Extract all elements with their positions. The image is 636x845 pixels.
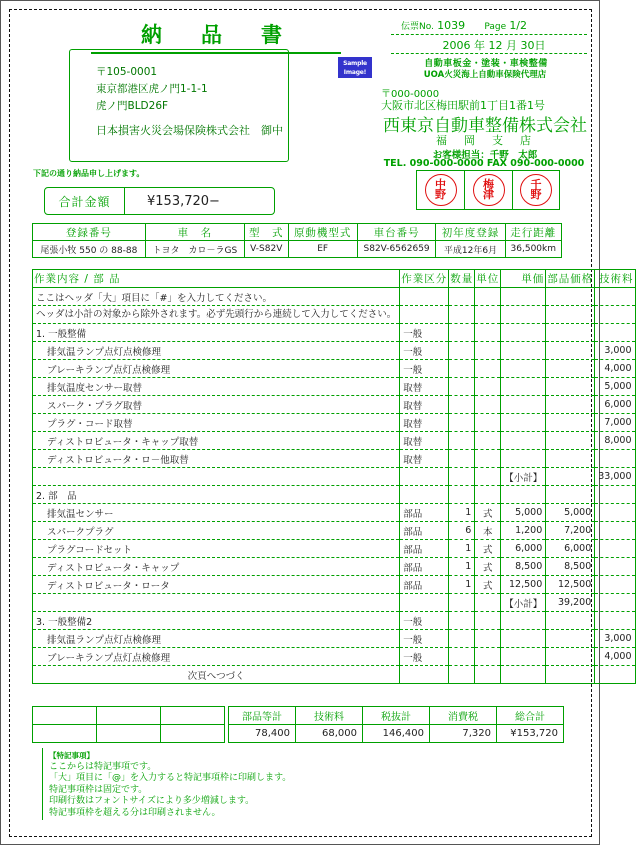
table-row (33, 450, 636, 468)
items-cell-desc: 次頁へつづく (33, 666, 400, 684)
items-cell-unit (475, 360, 501, 378)
vehicle-value-2: V-S82V (244, 241, 288, 258)
table-row (33, 540, 636, 558)
items-cell-kbn (400, 486, 449, 504)
items-cell-parts (546, 630, 595, 648)
items-cell-price: 1,200 (501, 522, 546, 540)
items-cell-unit (475, 342, 501, 360)
items-cell-price (501, 666, 546, 684)
remarks-heading: 【特記事項】 (49, 751, 94, 760)
summary-blank-values (33, 725, 225, 743)
remarks-box (42, 748, 562, 820)
items-cell-parts: 5,000 (546, 504, 595, 522)
items-header-0: 作業内容 / 部 品 (33, 270, 400, 288)
items-cell-unit (475, 450, 501, 468)
items-cell-price (501, 648, 546, 666)
vehicle-header-0: 登録番号 (33, 224, 146, 241)
items-cell-tech (595, 324, 635, 342)
vehicle-header-1: 車 名 (145, 224, 244, 241)
items-cell-tech (595, 522, 635, 540)
vehicle-value-row (33, 241, 562, 258)
table-row (33, 306, 636, 324)
seal-char-bottom: 津 (483, 188, 494, 201)
slip-number-value: 1039 (437, 19, 466, 32)
items-cell-kbn (400, 288, 449, 306)
items-cell-price (501, 612, 546, 630)
blank-cell (97, 725, 161, 743)
items-cell-price (501, 342, 546, 360)
summary-header-4: 総合計 (497, 707, 564, 725)
items-cell-price: 12,500 (501, 576, 546, 594)
items-cell-unit (475, 432, 501, 450)
items-cell-qty (449, 468, 475, 486)
items-cell-parts (546, 432, 595, 450)
items-cell-tech (595, 666, 635, 684)
items-cell-tech (595, 576, 635, 594)
items-cell-desc: ヘッダは小計の対象から除外されます。必ず先頭行から連続して入力してください。 (33, 306, 400, 324)
remarks-line-4: 印刷行数はフォントサイズにより多少増減します。 (49, 796, 255, 806)
items-cell-unit (475, 648, 501, 666)
items-cell-kbn: 一般 (400, 324, 449, 342)
total-amount-label: 合計金額 (45, 188, 125, 214)
slip-number-label: 伝票No. (401, 22, 434, 32)
table-row (33, 468, 636, 486)
items-cell-desc: 1. 一般整備 (33, 324, 400, 342)
items-cell-qty (449, 612, 475, 630)
items-cell-qty: 1 (449, 558, 475, 576)
items-cell-qty: 1 (449, 576, 475, 594)
page-label: Page (484, 22, 507, 32)
summary-blank-table (32, 706, 225, 743)
items-cell-kbn: 取替 (400, 414, 449, 432)
page-value: 1/2 (509, 19, 528, 32)
vehicle-header-row (33, 224, 562, 241)
items-cell-unit: 式 (475, 540, 501, 558)
items-cell-desc: プラグ・コード取替 (33, 414, 400, 432)
items-cell-tech (595, 540, 635, 558)
seal-char-top: 千 (530, 178, 542, 191)
seal-char-bottom: 野 (435, 188, 446, 201)
seal-char-top: 中 (435, 178, 446, 191)
items-cell-desc: ディストロビュータ・キャップ取替 (33, 432, 400, 450)
items-cell-parts (546, 288, 595, 306)
company-contact-person: お客様担当：千野 太郎 (432, 150, 538, 161)
items-cell-desc: ブレーキランプ点灯点検修理 (33, 648, 400, 666)
items-cell-tech: 5,000 (595, 378, 635, 396)
items-cell-kbn (400, 594, 449, 612)
items-cell-qty: 6 (449, 522, 475, 540)
items-cell-parts (546, 378, 595, 396)
addressee-address2: 虎ノ門BLD26F (96, 100, 169, 112)
seal-stamp-icon (520, 174, 552, 206)
spacer (96, 115, 288, 122)
items-header-row (33, 270, 636, 288)
table-row (33, 486, 636, 504)
items-cell-desc: スパークプラグ (33, 522, 400, 540)
table-row (33, 576, 636, 594)
items-cell-qty: 1 (449, 504, 475, 522)
items-cell-parts: 7,200 (546, 522, 595, 540)
addressee-address1: 東京都港区虎ノ門1-1-1 (96, 83, 208, 95)
items-cell-desc: 排気温センサー (33, 504, 400, 522)
items-cell-unit (475, 468, 501, 486)
items-cell-qty (449, 342, 475, 360)
items-cell-kbn: 部品 (400, 504, 449, 522)
items-cell-unit (475, 414, 501, 432)
items-cell-parts: 12,500 (546, 576, 595, 594)
items-cell-qty (449, 594, 475, 612)
items-cell-price (501, 414, 546, 432)
remarks-line-2: 「大」項目に「@」を入力すると特記事項枠に印刷します。 (49, 773, 292, 783)
items-header-4: 単価 (501, 270, 546, 288)
company-zip: 〒000-0000 (381, 89, 440, 100)
items-cell-kbn: 部品 (400, 522, 449, 540)
items-cell-unit (475, 378, 501, 396)
items-cell-unit: 本 (475, 522, 501, 540)
table-row (33, 504, 636, 522)
items-cell-kbn: 一般 (400, 342, 449, 360)
items-cell-tech: 3,000 (595, 342, 635, 360)
items-cell-unit (475, 486, 501, 504)
items-cell-desc: ディストロビュータ・ロータ (33, 576, 400, 594)
items-cell-kbn: 取替 (400, 432, 449, 450)
seal-stamp-group (416, 170, 560, 210)
items-cell-desc: 3. 一般整備2 (33, 612, 400, 630)
blank-cell (97, 707, 161, 725)
items-cell-qty (449, 378, 475, 396)
items-cell-tech (595, 486, 635, 504)
seal-stamp-cell-1 (416, 170, 464, 210)
items-cell-qty (449, 630, 475, 648)
items-cell-tech: 33,000 (595, 468, 635, 486)
items-cell-desc: ディストロビュータ・ロ－他取替 (33, 450, 400, 468)
items-cell-desc: 排気温ランプ点灯点検修理 (33, 630, 400, 648)
items-cell-tech: 8,000 (595, 432, 635, 450)
blank-cell (161, 707, 225, 725)
items-cell-qty (449, 414, 475, 432)
company-branch: 福 岡 支 店 (436, 134, 534, 147)
summary-value-1: 68,000 (296, 725, 363, 743)
company-address: 大阪市北区梅田駅前1丁目1番1号 (381, 99, 545, 112)
total-amount-value: ¥153,720− (147, 193, 220, 209)
items-cell-desc: ここはヘッダ「大」項目に「#」を入力してください。 (33, 288, 400, 306)
items-cell-kbn: 部品 (400, 558, 449, 576)
items-cell-parts (546, 396, 595, 414)
sample-badge-line2: Image! (343, 69, 367, 76)
items-cell-price (501, 396, 546, 414)
items-cell-price (501, 324, 546, 342)
items-cell-kbn: 部品 (400, 576, 449, 594)
items-cell-qty (449, 360, 475, 378)
table-row (33, 396, 636, 414)
seal-char-top: 梅 (483, 178, 494, 191)
items-cell-unit: 式 (475, 576, 501, 594)
sample-image-badge (338, 57, 372, 78)
vehicle-value-5: 平成12年6月 (436, 241, 505, 258)
items-cell-tech (595, 594, 635, 612)
items-cell-unit: 式 (475, 504, 501, 522)
items-cell-desc: ブレーキランプ点灯点検修理 (33, 360, 400, 378)
items-cell-kbn: 取替 (400, 396, 449, 414)
summary-value-3: 7,320 (430, 725, 497, 743)
items-cell-price: 【小計】 (501, 468, 546, 486)
items-cell-qty (449, 288, 475, 306)
company-telephone: TEL. 090-000-0000 FAX 090-000-0000 (383, 158, 585, 169)
document-date: 2006 年 12 月 30日 (442, 39, 546, 52)
items-cell-kbn: 一般 (400, 648, 449, 666)
remarks-line-3: 特記事項枠は固定です。 (49, 784, 148, 795)
items-cell-tech (595, 612, 635, 630)
addressee-name: 日本損害火災会場保険株式会社 御中 (96, 124, 283, 137)
table-row (33, 324, 636, 342)
items-cell-price (501, 450, 546, 468)
divider-dashed-top (391, 34, 587, 35)
summary-value-4: ¥153,720 (497, 725, 564, 743)
table-row (33, 522, 636, 540)
items-cell-tech: 6,000 (595, 396, 635, 414)
divider-dashed-bottom (391, 53, 587, 54)
table-row (33, 288, 636, 306)
items-cell-kbn: 取替 (400, 450, 449, 468)
items-cell-price (501, 360, 546, 378)
table-row (33, 648, 636, 666)
items-cell-price (501, 630, 546, 648)
summary-blank-header (33, 707, 225, 725)
items-cell-price (501, 486, 546, 504)
company-business-line2: UOA火災海上自動車保険代理店 (423, 70, 547, 80)
items-cell-parts (546, 360, 595, 378)
items-cell-desc: 排気温ランプ点灯点検修理 (33, 342, 400, 360)
items-cell-parts (546, 324, 595, 342)
items-cell-unit (475, 612, 501, 630)
total-amount-box (44, 187, 275, 215)
vehicle-header-6: 走行距離 (505, 224, 561, 241)
items-cell-kbn: 一般 (400, 612, 449, 630)
items-header-2: 数量 (449, 270, 475, 288)
table-row (33, 666, 636, 684)
table-row (33, 594, 636, 612)
items-cell-parts: 8,500 (546, 558, 595, 576)
table-row (33, 432, 636, 450)
items-body (33, 288, 636, 684)
addressee-box (69, 49, 289, 162)
table-row (33, 360, 636, 378)
items-cell-desc: 排気温度センサー取替 (33, 378, 400, 396)
items-cell-unit (475, 396, 501, 414)
summary-header-0: 部品等計 (229, 707, 296, 725)
items-cell-desc (33, 468, 400, 486)
items-cell-parts (546, 666, 595, 684)
vehicle-header-2: 型 式 (244, 224, 288, 241)
table-row (33, 342, 636, 360)
items-cell-desc: 2. 部 品 (33, 486, 400, 504)
items-cell-qty (449, 432, 475, 450)
table-row (33, 414, 636, 432)
vehicle-info-table (32, 223, 562, 258)
items-cell-desc: ディストロビュータ・キャップ (33, 558, 400, 576)
items-cell-kbn (400, 666, 449, 684)
vehicle-header-3: 原動機型式 (288, 224, 357, 241)
seal-stamp-cell-2 (464, 170, 512, 210)
slip-number-line (401, 19, 591, 32)
items-cell-kbn: 部品 (400, 540, 449, 558)
blank-cell (161, 725, 225, 743)
table-row (33, 558, 636, 576)
seal-char-bottom: 野 (530, 188, 542, 201)
items-cell-qty (449, 486, 475, 504)
items-cell-parts (546, 468, 595, 486)
vehicle-value-4: S82V-6562659 (357, 241, 436, 258)
summary-header-1: 技術料 (296, 707, 363, 725)
items-cell-tech (595, 288, 635, 306)
items-cell-parts (546, 648, 595, 666)
items-cell-price (501, 432, 546, 450)
items-cell-parts (546, 612, 595, 630)
items-cell-tech: 4,000 (595, 360, 635, 378)
items-cell-parts (546, 342, 595, 360)
line-items-table (32, 269, 636, 684)
items-cell-tech (595, 504, 635, 522)
items-cell-unit: 式 (475, 558, 501, 576)
items-header-1: 作業区分 (400, 270, 449, 288)
items-cell-price: 8,500 (501, 558, 546, 576)
items-cell-price: 5,000 (501, 504, 546, 522)
items-cell-tech: 4,000 (595, 648, 635, 666)
items-cell-price (501, 306, 546, 324)
items-cell-desc: スパーク・プラグ取替 (33, 396, 400, 414)
items-header-6: 技術料 (595, 270, 635, 288)
items-cell-qty (449, 306, 475, 324)
items-cell-desc: プラグコードセット (33, 540, 400, 558)
items-cell-unit (475, 288, 501, 306)
items-cell-tech (595, 450, 635, 468)
addressee-zip: 〒105-0001 (96, 66, 158, 78)
items-cell-tech: 3,000 (595, 630, 635, 648)
table-row (33, 378, 636, 396)
seal-stamp-cell-3 (512, 170, 560, 210)
items-cell-parts (546, 450, 595, 468)
remarks-line-5: 特記事項枠を超える分は印刷されません。 (49, 807, 221, 818)
table-row (33, 630, 636, 648)
vehicle-value-0: 尾張小牧 550 の 88-88 (33, 241, 146, 258)
company-business-line1: 自動車板金・塗装・車検整備 (424, 59, 548, 69)
seal-stamp-icon (473, 174, 505, 206)
summary-value-row (229, 725, 564, 743)
vehicle-value-3: EF (288, 241, 357, 258)
summary-header-row (229, 707, 564, 725)
items-cell-qty: 1 (449, 540, 475, 558)
company-name: 西東京自動車整備株式会社 (383, 116, 587, 136)
summary-header-2: 税抜計 (363, 707, 430, 725)
items-cell-qty (449, 324, 475, 342)
items-cell-tech: 7,000 (595, 414, 635, 432)
items-cell-qty (449, 666, 475, 684)
sample-badge-line1: Sample (343, 60, 367, 67)
items-cell-unit (475, 324, 501, 342)
items-cell-parts: 6,000 (546, 540, 595, 558)
items-cell-price: 【小計】 (501, 594, 546, 612)
items-cell-kbn: 一般 (400, 630, 449, 648)
items-header-3: 単位 (475, 270, 501, 288)
vehicle-value-1: トヨタ カロ－ラGS (145, 241, 244, 258)
summary-header-3: 消費税 (430, 707, 497, 725)
items-cell-unit (475, 594, 501, 612)
items-cell-unit (475, 666, 501, 684)
remarks-line-1: ここからは特記事項です。 (49, 761, 157, 772)
items-cell-desc (33, 594, 400, 612)
items-header-5: 部品価格 (546, 270, 595, 288)
items-cell-qty (449, 648, 475, 666)
items-cell-qty (449, 450, 475, 468)
items-cell-kbn: 取替 (400, 378, 449, 396)
vehicle-header-5: 初年度登録 (436, 224, 505, 241)
items-cell-kbn: 一般 (400, 360, 449, 378)
items-cell-price: 6,000 (501, 540, 546, 558)
items-cell-price (501, 378, 546, 396)
seal-stamp-icon (425, 174, 457, 206)
items-cell-qty (449, 396, 475, 414)
table-row (33, 612, 636, 630)
vehicle-value-6: 36,500km (505, 241, 561, 258)
summary-totals-table (228, 706, 564, 743)
items-cell-unit (475, 306, 501, 324)
items-cell-parts (546, 486, 595, 504)
items-cell-parts (546, 414, 595, 432)
items-cell-unit (475, 630, 501, 648)
items-cell-kbn (400, 468, 449, 486)
blank-cell (33, 707, 97, 725)
delivery-note-text: 下記の通り納品申し上げます。 (33, 169, 145, 178)
items-cell-tech (595, 558, 635, 576)
items-cell-parts: 39,200 (546, 594, 595, 612)
summary-value-0: 78,400 (229, 725, 296, 743)
vehicle-header-4: 車台番号 (357, 224, 436, 241)
items-cell-parts (546, 306, 595, 324)
page-title: 納 品 書 (91, 19, 341, 54)
items-cell-tech (595, 306, 635, 324)
summary-value-2: 146,400 (363, 725, 430, 743)
items-cell-price (501, 288, 546, 306)
blank-cell (33, 725, 97, 743)
items-cell-kbn (400, 306, 449, 324)
